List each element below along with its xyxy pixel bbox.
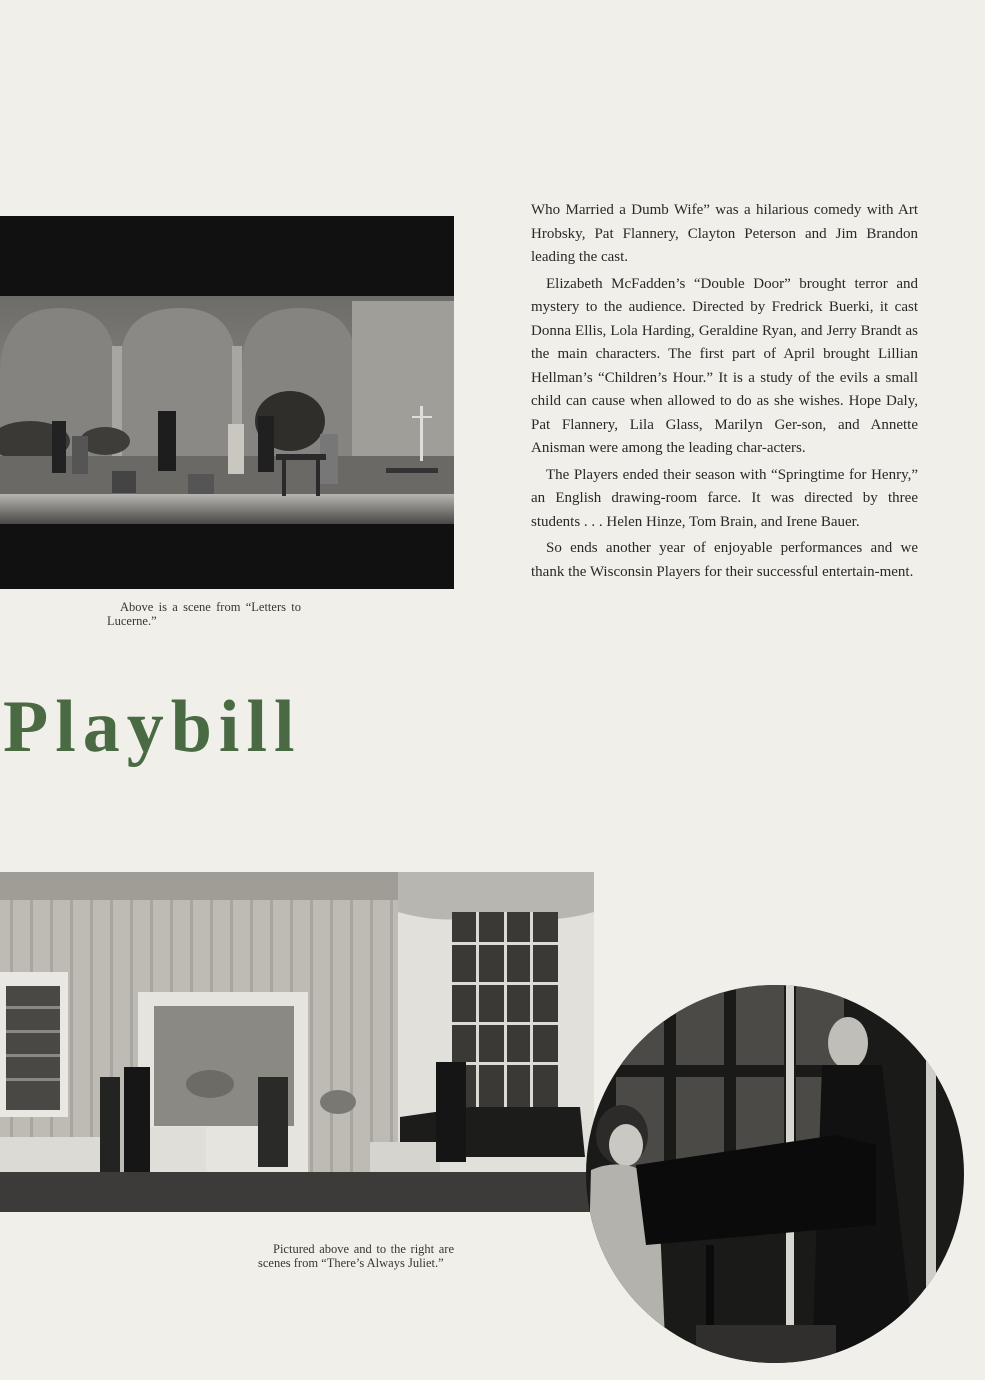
drawing-room-illustration (0, 872, 594, 1212)
paragraph-2: Elizabeth McFadden’s “Double Door” brought terror and mystery to the audience. Directed by Fredrick Buerki, it cast Donna Ellis, Lola Harding, Geraldine Ryan, and Jerry Brandt as the main characters. The first part of April brought Lillian Hellman’s “Children’s Hour.” It is a study of the evils a small child can cause when allowed to do as she wishes. Hope Daly, Pat Flannery, Lila Glass, Marilyn Ger-son, and Annette Anisman were among the leading char-acters. (531, 275, 918, 456)
piano-duet-illustration (586, 985, 964, 1363)
letters-to-lucerne-photo (0, 216, 454, 589)
paragraph-1: Who Married a Dumb Wife” was a hilarious comedy with Art Hrobsky, Pat Flannery, Clayton Peterson and Jim Brandon leading the cast. (531, 202, 918, 265)
article-body (531, 199, 918, 587)
paragraph-4: So ends another year of enjoyable performances and we thank the Wisconsin Players for their successful entertain-ment. (531, 540, 918, 580)
caption-top-photo: Above is a scene from “Letters to Lucerne.” (107, 600, 301, 628)
paragraph-3: The Players ended their season with “Springtime for Henry,” an English drawing-room farce. It was directed by three students . . . Helen Hinze, Tom Brain, and Irene Bauer. (531, 466, 918, 530)
circular-inset-photo (586, 985, 964, 1363)
theres-always-juliet-stage-photo (0, 872, 594, 1212)
caption-bottom-photos: Pictured above and to the right are scenes from “There’s Always Juliet.” (258, 1242, 454, 1270)
stage-scene-illustration (0, 216, 454, 589)
page-heading: Playbill (3, 686, 302, 768)
